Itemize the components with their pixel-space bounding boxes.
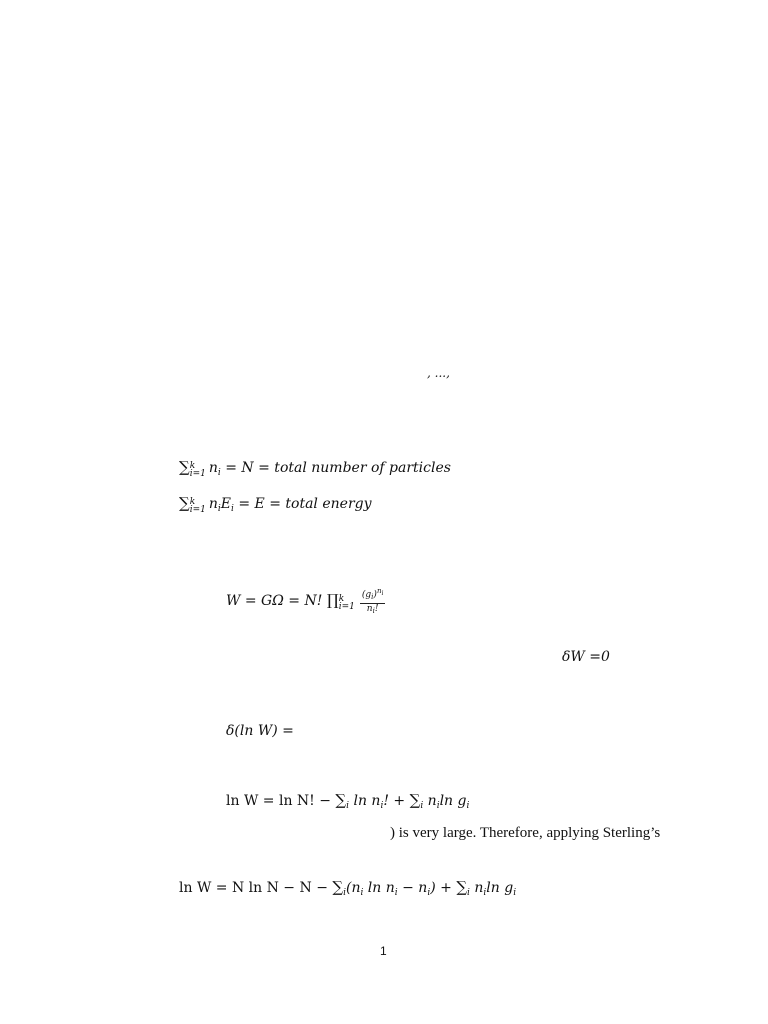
page-number: 1: [380, 944, 387, 958]
product-limits: k i=1: [338, 594, 355, 612]
equation-stirling: ln W = N $\ln N - N - \sum_i(n_i$ $\ln n_i - n_i) + \sum_i$ $n_i\ln$ $g_i$: [179, 878, 517, 898]
sum-symbol: ∑: [409, 791, 421, 809]
sterling-text: ) is very large. Therefore, applying Sterling’s: [390, 825, 661, 841]
equation-delta-W: δW =0: [562, 649, 610, 665]
sum-limits: k i=1: [189, 497, 206, 515]
sum-symbol: ∑: [456, 878, 468, 896]
sum-limits: k i=1: [189, 461, 206, 479]
equation-total-particles: ∑ k i=1 $n_i = N$ = total number of particles: [179, 458, 451, 479]
equation-W: W = GΩ = N! ∏ k i=1 $\frac{(g_i)^{ni}}{n_i!}$: [226, 587, 384, 615]
fraction: $\frac{(g_i)^{ni}}{n_i!}$: [361, 587, 384, 615]
equation-delta-lnW: δ(ln W) =: [226, 723, 294, 739]
sum-symbol: ∑: [179, 458, 190, 476]
sum-symbol: ∑: [332, 878, 344, 896]
equation-lnW: ln W = ln N! − $\sum_i$ $\ln n_i$! + $\sum_i$ $n_i\ln$ $g_i$: [226, 791, 470, 811]
ellipsis-fragment: , ...,: [427, 366, 450, 380]
sum-symbol: ∑: [335, 791, 347, 809]
equation-total-energy: ∑ k i=1 $n_iE_i = E$ = total energy: [179, 494, 372, 515]
product-symbol: ∏: [326, 591, 339, 609]
sum-symbol: ∑: [179, 494, 190, 512]
